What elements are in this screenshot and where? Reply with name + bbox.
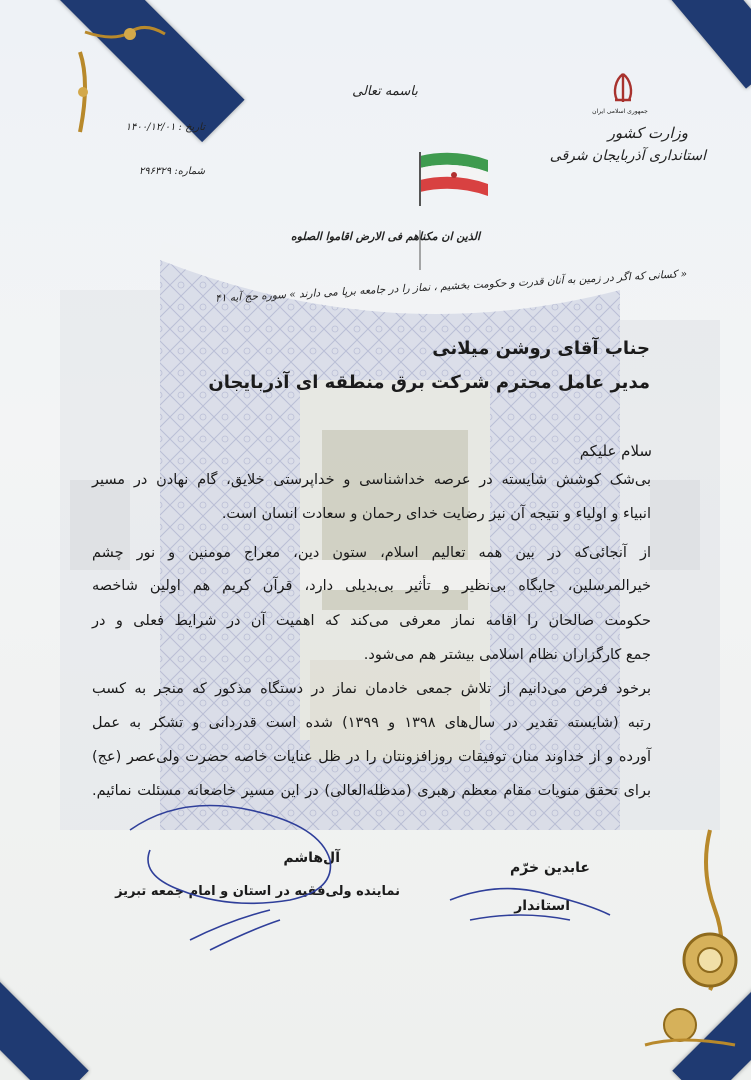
right-signatory-title: استاندار [514, 898, 570, 914]
body-line: از آنجائی‌که در بین همه تعالیم اسلام، ستون دین، معراج مومنین و نور چشم [92, 545, 651, 561]
body-line: بی‌شک کوشش شایسته در عرصه خداشناسی و خداپرستی خلایق، گام نهادن در مسیر [92, 472, 651, 488]
governorate-name: استانداری آذربایجان شرقی [549, 148, 706, 164]
ministry-name: وزارت کشور [607, 124, 688, 142]
quran-verse-arabic: الذین ان مکناهم فی الارض اقاموا الصلوه [290, 230, 480, 243]
basmala: باسمه تعالی [352, 84, 418, 99]
addressee-title: مدیر عامل محترم شرکت برق منطقه ای آذربایجان [208, 372, 650, 393]
emblem-caption: جمهوری اسلامی ایران [592, 108, 648, 115]
ribbon-corner-top-right [669, 0, 751, 89]
right-signatory-name: عابدین خرّم [510, 860, 590, 876]
left-signatory-title: نماینده ولی‌فقیه در استان و امام جمعه تبریز [115, 884, 400, 899]
quran-verse-translation: « کسانی که اگر در زمین به آنان قدرت و حکومت بخشیم ، نماز را در جامعه برپا می دارند » سوره حج آیه ۴۱ [214, 268, 688, 305]
body-line: جمع کارگزاران نظام اسلامی بیشتر هم می‌شود. [363, 647, 651, 663]
left-signatory-name: آل‌هاشم [283, 850, 340, 866]
left-signature-scribble [120, 790, 350, 960]
right-signature-scribble [440, 870, 620, 940]
greeting: سلام علیکم [579, 442, 652, 460]
iran-emblem-icon [605, 70, 641, 106]
body-line: خیرالمرسلین، جایگاه بی‌نظیر و تأثیر بی‌بدیلی دارد، قرآن کریم هم اولین شاخصه [92, 578, 651, 594]
body-line: انبیاء و اولیاء و نتیجه آن نیز رضایت خدای رحمان و سعادت انسان است. [221, 506, 651, 522]
body-line: حکومت صالحان را اقامه نماز معرفی می‌کند که اهمیت آن در شرایط فعلی و در [92, 613, 651, 629]
letter-date: تاریخ : ۱۴۰۰/۱۲/۰۱ [125, 122, 205, 133]
gold-ornament-bottom-right [640, 820, 740, 1060]
flag-icon [418, 148, 490, 206]
body-line: برای تحقق منویات مقام معظم رهبری (مدظله‌العالی) در این مسیر خاضعانه مسئلت نمائیم. [92, 783, 651, 799]
addressee-name: جناب آقای روشن میلانی [432, 338, 650, 359]
body-line: آورده و از خداوند منان توفیقات روزافزونتان را در ظل عنایات خاصه حضرت ولی‌عصر (عج) [92, 749, 651, 765]
building-background-image [60, 230, 720, 830]
ribbon-corner-bottom-left [0, 915, 89, 1080]
letter-number: شماره: ۲۹۶۳۲۹ [138, 166, 205, 177]
body-line: رتبه (شایسته تقدیر در سال‌های ۱۳۹۸ و ۱۳۹۹) شده است قدردانی و تشکر به عمل [92, 715, 651, 731]
body-line: برخود فرض می‌دانیم از تلاش جمعی خادمان نماز در دستگاه مذکور که منجر به کسب [92, 681, 651, 697]
